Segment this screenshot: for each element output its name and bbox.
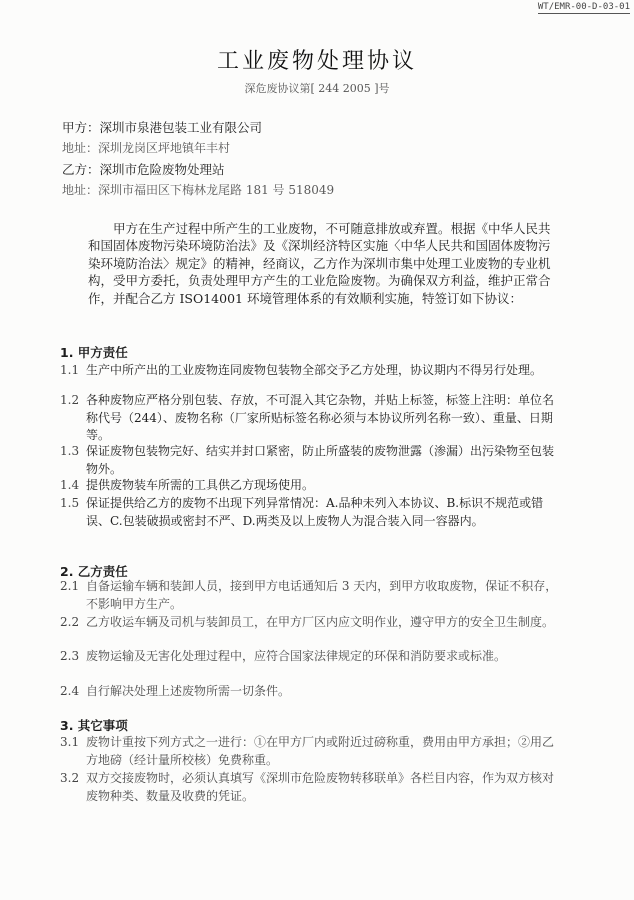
clause-number: 2.1 xyxy=(60,579,80,593)
party-b-address-label: 地址： xyxy=(62,183,99,197)
clause-2-1 xyxy=(60,578,560,613)
clause-text: 双方交接废物时，必须认真填写《深圳市危险废物转移联单》各栏目内容，作为双方核对废物种类、数量及收费的凭证。 xyxy=(86,771,555,803)
clause-number: 3.1 xyxy=(60,735,80,749)
clause-text: 提供废物装车所需的工具供乙方现场使用。 xyxy=(86,478,315,492)
clause-number: 1.1 xyxy=(60,363,80,377)
clause-text: 乙方收运车辆及司机与装卸员工，在甲方厂区内应文明作业，遵守甲方的安全卫生制度。 xyxy=(86,615,555,629)
clause-2-3 xyxy=(60,648,560,666)
clause-number: 1.5 xyxy=(60,496,80,510)
clause-number: 2.4 xyxy=(60,684,80,698)
document-title: 工业废物处理协议 xyxy=(216,49,417,74)
clause-number: 1.2 xyxy=(60,393,80,407)
clause-text: 废物计重按下列方式之一进行：①在甲方厂内或附近过磅称重，费用由甲方承担；②用乙方地磅（经计量所校核）免费称重。 xyxy=(86,735,555,767)
party-b xyxy=(62,160,225,178)
clause-1-2 xyxy=(60,392,560,445)
clause-1-3 xyxy=(60,443,560,478)
clause-3-2 xyxy=(60,770,560,805)
party-b-address-text: 深圳市福田区下梅林龙尾路 181 号 518049 xyxy=(98,183,335,197)
party-a-address-label: 地址： xyxy=(62,141,99,155)
section-2-title: 2. 乙方责任 xyxy=(60,564,128,579)
party-a-address-text: 深圳龙岗区坪地镇年丰村 xyxy=(98,141,231,155)
clause-1-5 xyxy=(60,495,560,530)
party-a-name: 深圳市泉港包装工业有限公司 xyxy=(99,120,263,135)
clause-2-4 xyxy=(60,683,560,701)
clause-3-1 xyxy=(60,734,560,769)
clause-text: 各种废物应严格分别包装、存放，不可混入其它杂物，并贴上标签，标签上注明：单位名称代号（244）、废物名称（厂家所贴标签名称必须与本协议所列名称一致）、重量、日期等。 xyxy=(86,393,555,442)
agreement-number: 深危废协议第[ 244 2005 ]号 xyxy=(244,82,390,95)
clause-1-1 xyxy=(60,362,560,380)
clause-number: 1.3 xyxy=(60,444,80,458)
intro-paragraph: 甲方在生产过程中所产生的工业废物，不可随意排放或弃置。根据《中华人民共和国固体废物污染环境防治法》及《深圳经济特区实施〈中华人民共和国固体废物污染环境防治法〉规定》的精神，经商议，乙方作为深圳市集中处理工业废物的专业机构，受甲方委托，负责处理甲方产生的工业危险废物。为确保双方利益，维护正常合作，并配合乙方 ISO14001 环境管理体系的有效顺利实施，特签订如下协议： xyxy=(88,221,551,306)
clause-number: 2.2 xyxy=(60,615,80,629)
clause-text: 废物运输及无害化处理过程中，应符合国家法律规定的环保和消防要求或标准。 xyxy=(86,649,507,663)
clause-number: 1.4 xyxy=(60,478,80,492)
clause-text: 自行解决处理上述废物所需一切条件。 xyxy=(86,684,291,698)
section-3-title: 3. 其它事项 xyxy=(60,718,128,733)
clause-text: 保证废物包装物完好、结实并封口紧密，防止所盛装的废物泄露（渗漏）出污染物至包装物外。 xyxy=(86,444,555,476)
party-a xyxy=(62,118,262,136)
clause-text: 保证提供给乙方的废物不出现下列异常情况：A.品种未列入本协议、B.标识不规范或错误、C.包装破损或密封不严、D.两类及以上废物人为混合装入同一容器内。 xyxy=(86,496,544,528)
party-a-label: 甲方： xyxy=(62,120,100,135)
clause-text: 生产中所产出的工业废物连同废物包装物全部交予乙方处理，协议期内不得另行处理。 xyxy=(86,363,543,377)
section-1-title: 1. 甲方责任 xyxy=(60,345,128,360)
clause-2-2 xyxy=(60,614,560,632)
clause-number: 2.3 xyxy=(60,649,80,663)
party-b-name: 深圳市危险废物处理站 xyxy=(99,162,225,177)
party-a-address xyxy=(62,139,230,156)
document-code: WT/EMR-00-D-03-01 xyxy=(537,2,630,12)
clause-text: 自备运输车辆和装卸人员，接到甲方电话通知后 3 天内，到甲方收取废物，保证不积存，不影响甲方生产。 xyxy=(86,579,558,611)
party-b-label: 乙方： xyxy=(62,162,100,177)
party-b-address xyxy=(62,181,334,198)
clause-1-4 xyxy=(60,477,560,495)
clause-number: 3.2 xyxy=(60,771,80,785)
